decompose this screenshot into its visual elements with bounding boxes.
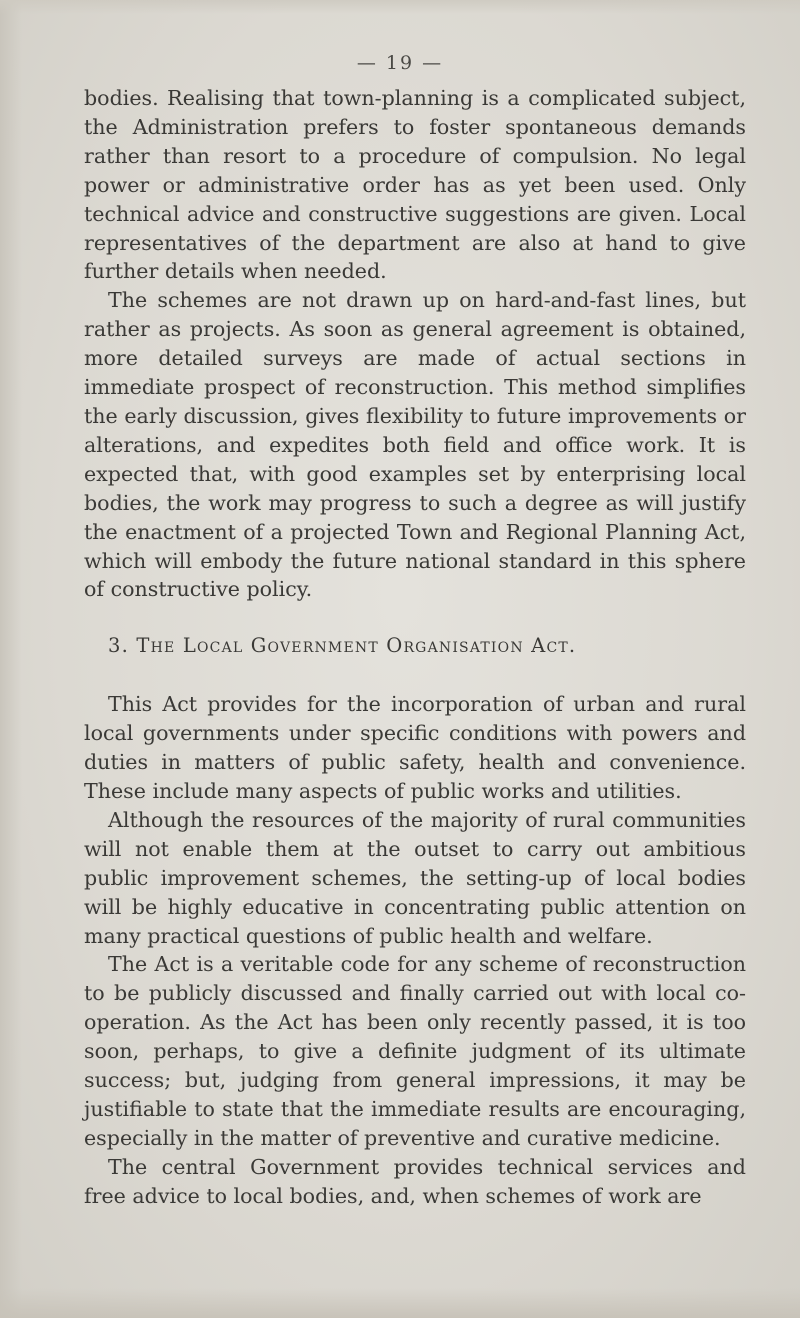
paragraph-central-government: The central Government provides technical services and free advice to local bodies, and, when schemes of work are	[84, 1154, 746, 1208]
body-text	[84, 84, 746, 1211]
page-number: — 19 —	[356, 52, 444, 74]
paragraph-act-provides: This Act provides for the incorporation of urban and rural local governments under specific conditions with powers and duties in matters of public safety, health and convenience. These include many aspects of public works and utilities.	[84, 692, 746, 804]
paragraph-continuation: bodies. Realising that town-planning is a complicated subject, the Administration prefers to foster spontaneous demands rather than resort to a procedure of compulsion. No legal power or administrative order has as yet been used. Only technical advice and constructive suggestions are given. Local representatives of the department are also at hand to give further details when needed.	[84, 86, 746, 284]
page-edge-shadow-left	[0, 0, 22, 1318]
paragraph-veritable-code: The Act is a veritable code for any scheme of reconstruction to be publicly discussed and finally carried out with local co-operation. As the Act has been only recently passed, it is too soon, perhaps, to give a definite judgment of its ultimate success; but, judging from general impressions, it may be justifiable to state that the immediate results are encouraging, especially in the matter of preventive and curative medicine.	[84, 952, 746, 1150]
paragraph-resources: Although the resources of the majority of rural communities will not enable them at the outset to carry out ambitious public improvement schemes, the setting-up of local bodies will be highly educative in concentrating public attention on many practical questions of public health and welfare.	[84, 807, 746, 948]
section-heading: 3. The Local Government Organisation Act.	[108, 634, 577, 658]
page-edge-shadow-top	[0, 0, 800, 14]
page-edge-shadow-bottom	[0, 1288, 800, 1318]
paragraph-schemes: The schemes are not drawn up on hard-and-fast lines, but rather as projects. As soon as general agreement is obtained, more detailed surveys are made of actual sections in immediate prospect of reconstruction. This method simplifies the early discussion, gives flexibility to future improvements or alterations, and expedites both field and office work. It is expected that, with good examples set by enterprising local bodies, the work may progress to such a degree as will justify the enactment of a projected Town and Regional Planning Act, which will embody the future national standard in this sphere of constructive policy.	[84, 288, 746, 602]
